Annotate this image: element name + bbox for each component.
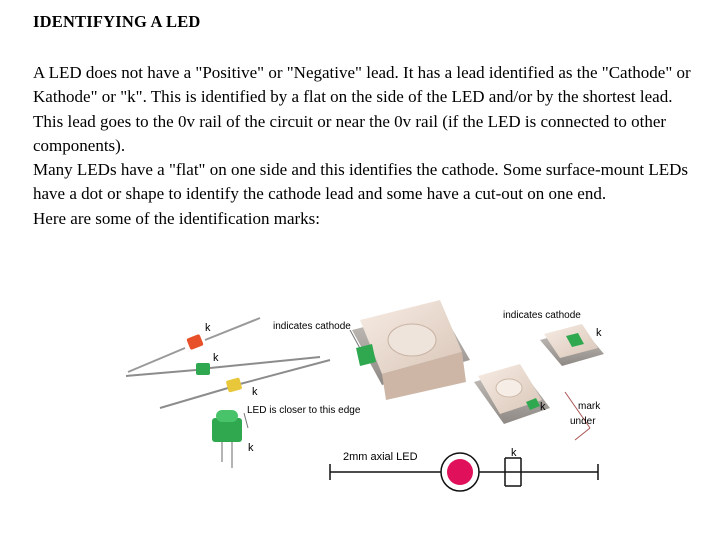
label-k-green-small: k [213,352,219,364]
label-k-medium-smd: k [540,401,546,413]
led-illustration [0,290,720,540]
label-indicates-cathode-1: indicates cathode [273,321,351,332]
paragraph-flat: Many LEDs have a "flat" on one side and this identifies the cathode. Some surface-mount LEDs have a dot or shape to identify the cathode lead and some have a cut-out on one end. [33,160,688,204]
label-axial-led: 2mm axial LED [343,451,418,463]
label-indicates-cathode-2: indicates cathode [503,310,581,321]
paragraph-0v-rail: This lead goes to the 0v rail of the circuit or near the 0v rail (if the LED is connected to other components). [33,111,667,155]
large-smd-led [352,300,470,400]
medium-smd-led [474,364,550,424]
label-under: under [570,416,596,427]
label-k-yellow: k [252,386,258,398]
red-led [128,318,260,372]
green-large-led [212,410,242,468]
label-k-green-large: k [248,442,254,454]
small-smd-led [540,324,604,366]
page-title: IDENTIFYING A LED [33,12,201,31]
label-k-small-smd: k [596,327,602,339]
label-led-closer-edge: LED is closer to this edge [247,405,361,416]
label-mark: mark [578,401,601,412]
led-identification-figure [0,290,720,540]
body-text [33,61,713,231]
paragraph-intro: A LED does not have a "Positive" or "Negative" lead. It has a lead identified as the "Cathode" or Kathode" or "k". This is identified by a flat on the side of the LED and/or by the shortest lead. [33,63,691,107]
label-k-axial: k [511,447,517,459]
paragraph-marks: Here are some of the identification marks: [33,208,320,228]
label-k-red: k [205,322,211,334]
leader-mark-2 [575,428,590,440]
yellow-led [160,360,330,408]
